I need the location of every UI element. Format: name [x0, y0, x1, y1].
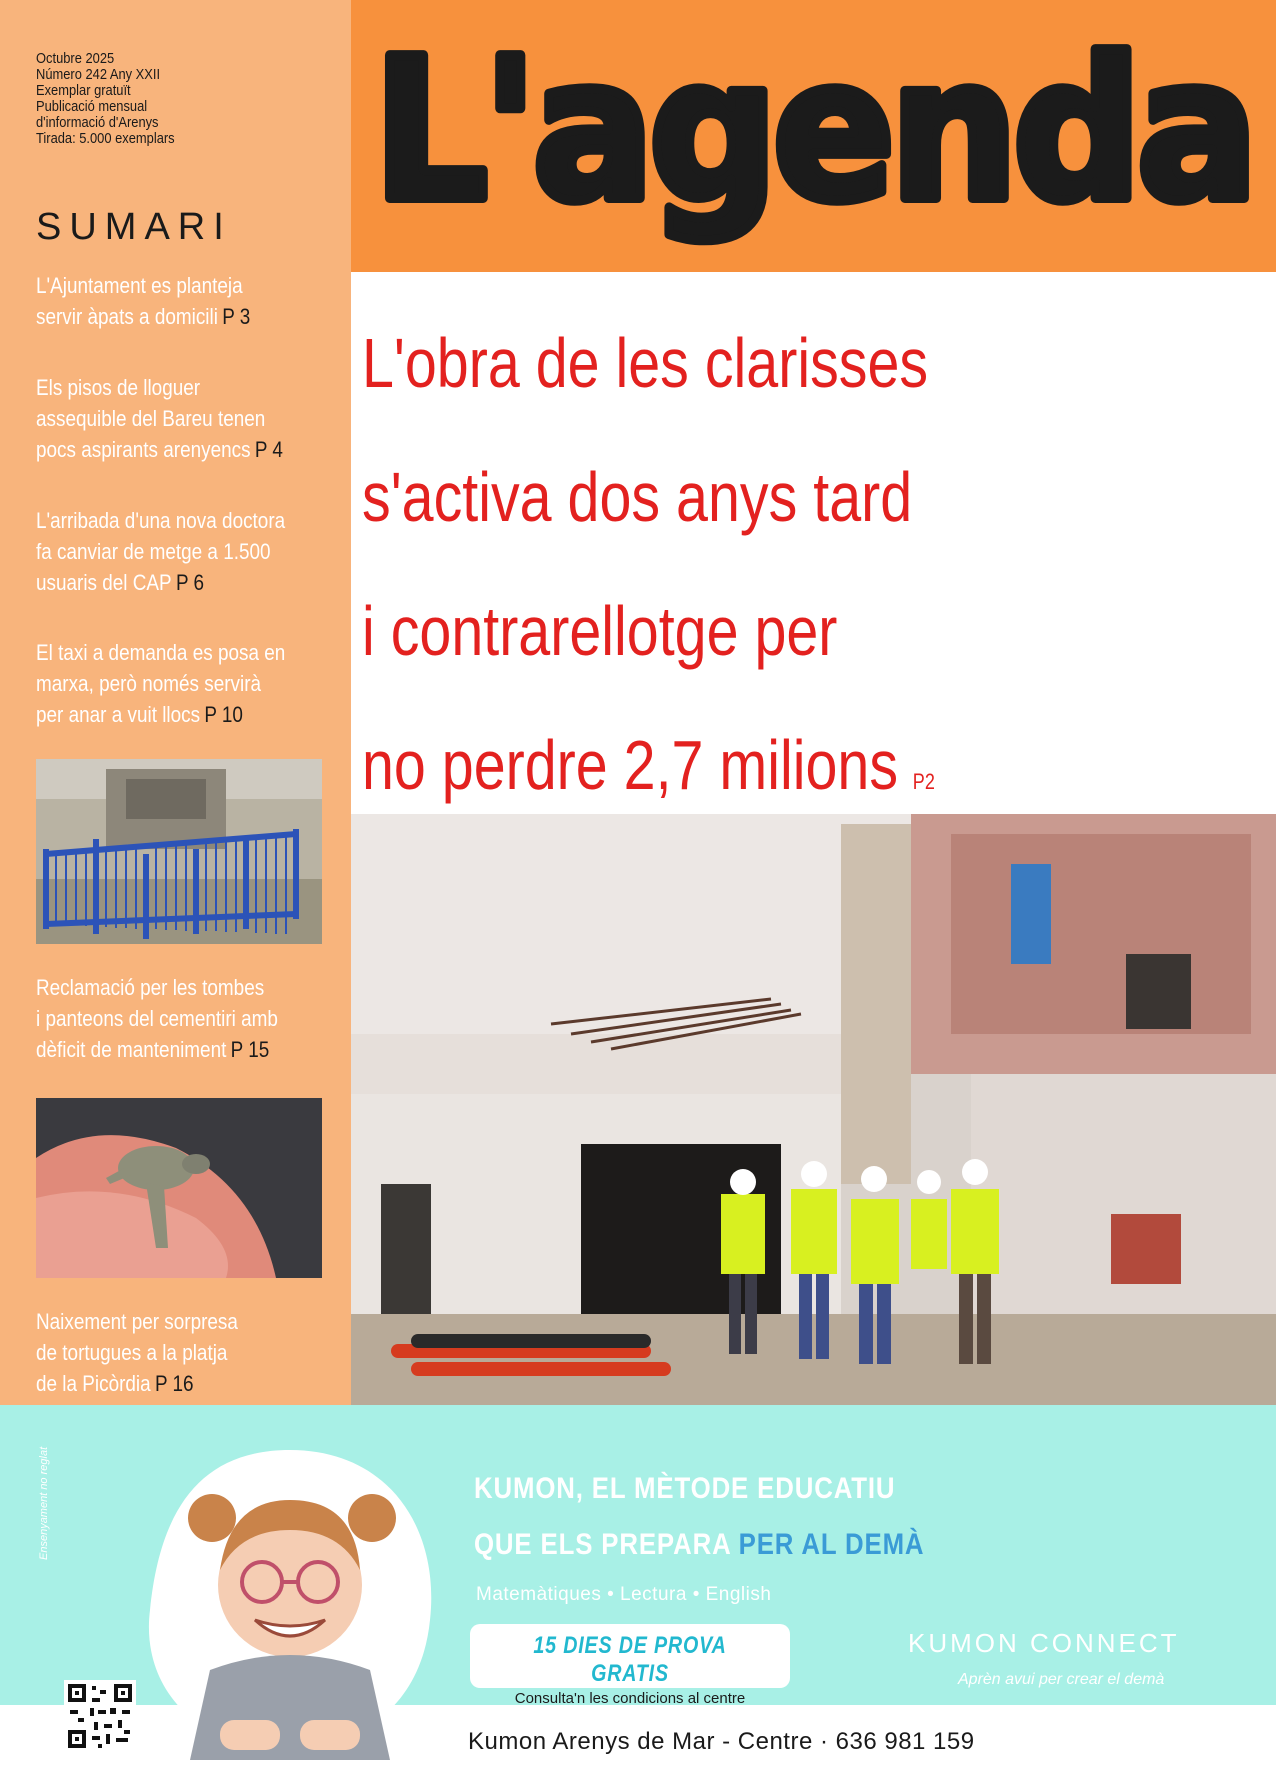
kumon-connect-logo: KUMON CONNECT	[908, 1628, 1180, 1658]
page-ref: P 3	[222, 304, 251, 329]
ad-vertical-note: Ensenyament no reglat	[38, 1446, 50, 1560]
issue-number: Número 242 Any XXII	[36, 66, 161, 83]
page-ref: P 6	[175, 570, 205, 595]
issue-print-run: Tirada: 5.000 exemplars	[36, 130, 175, 147]
sumari-item-text: pocs aspirants arenyencs	[36, 437, 251, 462]
sumari-heading: SUMARI	[36, 206, 232, 248]
sumari-item-text: L'arribada d'una nova doctora	[36, 508, 286, 533]
masthead	[351, 0, 1276, 272]
page-ref: P2	[912, 769, 935, 794]
sumari-item[interactable]	[36, 270, 366, 332]
sumari-item-text: i panteons del cementiri amb	[36, 1006, 278, 1031]
ad-contact: Kumon Arenys de Mar - Centre · 636 981 159	[468, 1728, 975, 1755]
ad-headline-2-text: QUE ELS PREPARA	[474, 1528, 731, 1561]
sumari-item-text: marxa, però només servirà	[36, 671, 262, 696]
sumari-item-text: El taxi a demanda es posa en	[36, 640, 286, 665]
issue-scope: d'informació d'Arenys	[36, 114, 159, 131]
page-ref: P 15	[230, 1037, 270, 1062]
logo[interactable]	[369, 30, 1269, 260]
sumari-item-text: usuaris del CAP	[36, 570, 172, 595]
sidebar	[0, 0, 351, 1405]
ad-headline-1: KUMON, EL MÈTODE EDUCATIU	[474, 1472, 896, 1505]
issue-info	[36, 51, 336, 147]
main-headline[interactable]	[362, 296, 1262, 832]
sumari-item-text: de tortugues a la platja	[36, 1340, 228, 1365]
trial-offer-title: 15 DIES DE PROVA GRATIS	[533, 1632, 727, 1687]
sumari-item-text: fa canviar de metge a 1.500	[36, 539, 271, 564]
trial-offer-box[interactable]	[470, 1624, 790, 1707]
sumari-item-text: per anar a vuit llocs	[36, 702, 201, 727]
turtle-photo	[36, 1098, 322, 1278]
ad-subjects: Matemàtiques • Lectura • English	[476, 1584, 772, 1605]
sumari-item[interactable]	[36, 972, 366, 1065]
headline-line: s'activa dos anys tard	[362, 458, 913, 536]
sumari-item-text: servir àpats a domicili	[36, 304, 218, 329]
page-ref: P 16	[154, 1371, 194, 1396]
qr-code[interactable]	[64, 1680, 136, 1752]
sumari-item[interactable]	[36, 372, 366, 465]
sumari-item-text: Els pisos de lloguer	[36, 375, 201, 400]
issue-date: Octubre 2025	[36, 50, 115, 67]
headline-line: L'obra de les clarisses	[362, 324, 929, 402]
ad-headline-2-accent: PER AL DEMÀ	[738, 1528, 925, 1561]
issue-frequency: Publicació mensual	[36, 98, 148, 115]
issue-price: Exemplar gratuït	[36, 82, 131, 99]
child-photo	[140, 1420, 440, 1760]
hero-photo	[351, 814, 1276, 1405]
sumari-item-text: assequible del Bareu tenen	[36, 406, 266, 431]
sumari-item-text: L'Ajuntament es planteja	[36, 273, 243, 298]
sumari-item[interactable]	[36, 505, 366, 598]
kumon-tagline: Aprèn avui per crear el demà	[958, 1671, 1165, 1688]
sumari-item-text: Reclamació per les tombes	[36, 975, 265, 1000]
ad-headline-2	[474, 1528, 924, 1562]
sumari-item-text: dèficit de manteniment	[36, 1037, 227, 1062]
page-ref: P 4	[254, 437, 283, 462]
cemetery-photo	[36, 759, 322, 944]
sumari-item[interactable]	[36, 637, 366, 730]
page-ref: P 10	[204, 702, 243, 727]
headline-line: i contrarellotge per	[362, 592, 838, 670]
sumari-item[interactable]	[36, 1306, 366, 1399]
sumari-item-text: de la Picòrdia	[36, 1371, 151, 1396]
sumari-item-text: Naixement per sorpresa	[36, 1309, 238, 1334]
logo-text: L'agenda	[373, 30, 1253, 245]
trial-offer-note: Consulta'n les condicions al centre	[514, 1690, 746, 1707]
headline-line: no perdre 2,7 milions	[362, 726, 899, 804]
